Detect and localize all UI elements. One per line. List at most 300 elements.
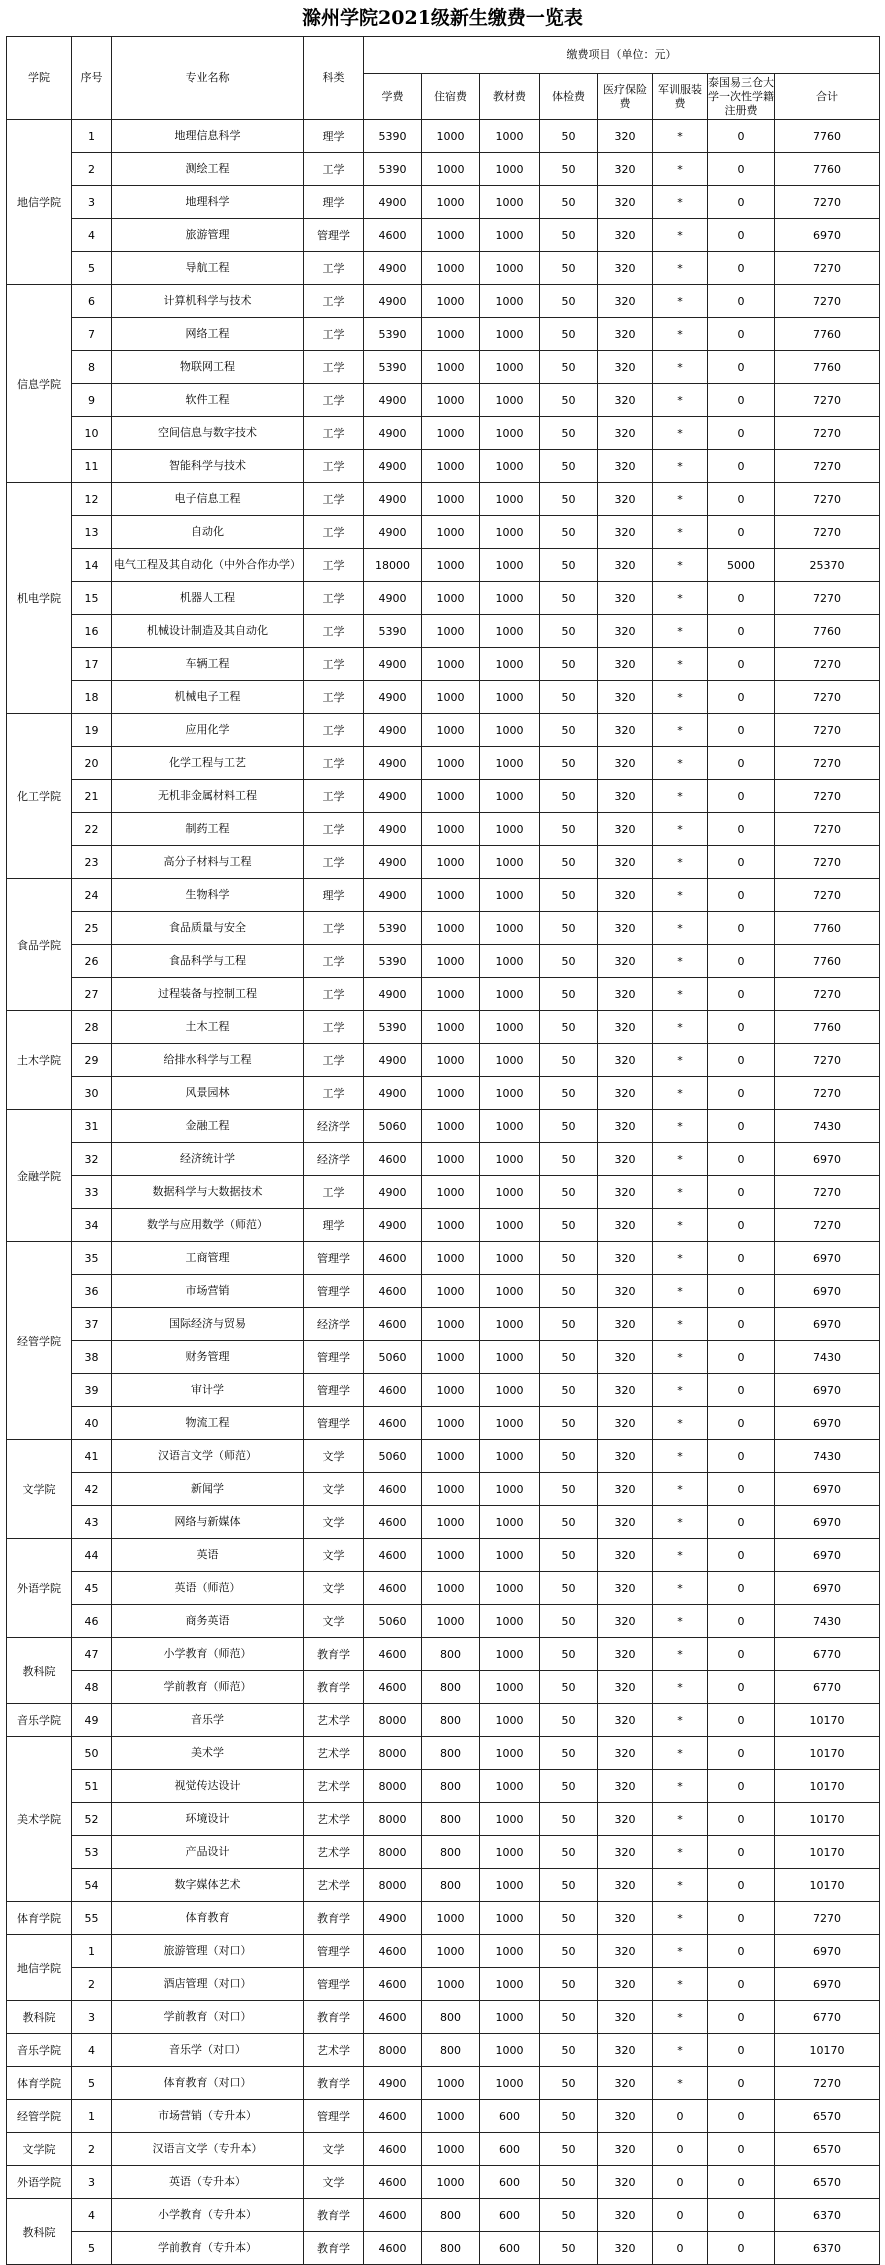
- uniform-fee: 0: [653, 2133, 708, 2166]
- row-no: 23: [72, 846, 112, 879]
- registration-fee: 0: [708, 1077, 775, 1110]
- total-fee: 7430: [775, 1605, 880, 1638]
- dorm-fee: 1000: [422, 1506, 480, 1539]
- row-no: 11: [72, 450, 112, 483]
- row-no: 48: [72, 1671, 112, 1704]
- tuition: 4900: [364, 1902, 422, 1935]
- table-row: [7, 2001, 880, 2034]
- row-no: 15: [72, 582, 112, 615]
- registration-fee: 0: [708, 978, 775, 1011]
- insurance-fee: 320: [598, 1374, 653, 1407]
- insurance-fee: 320: [598, 1506, 653, 1539]
- total-fee: 7270: [775, 483, 880, 516]
- table-row: [7, 615, 880, 648]
- major-name: 新闻学: [112, 1473, 304, 1506]
- total-fee: 10170: [775, 1770, 880, 1803]
- dorm-fee: 1000: [422, 450, 480, 483]
- row-no: 46: [72, 1605, 112, 1638]
- category: 教育学: [304, 2067, 364, 2100]
- table-row: [7, 879, 880, 912]
- dorm-fee: 1000: [422, 1968, 480, 2001]
- insurance-fee: 320: [598, 1968, 653, 2001]
- table-row: [7, 978, 880, 1011]
- registration-fee: 0: [708, 1011, 775, 1044]
- uniform-fee: *: [653, 2067, 708, 2100]
- uniform-fee: 0: [653, 2232, 708, 2265]
- major-name: 自动化: [112, 516, 304, 549]
- major-name: 音乐学（对口）: [112, 2034, 304, 2067]
- tuition: 5060: [364, 1605, 422, 1638]
- row-no: 2: [72, 2133, 112, 2166]
- table-row: [7, 912, 880, 945]
- dorm-fee: 800: [422, 1803, 480, 1836]
- major-name: 土木工程: [112, 1011, 304, 1044]
- category: 教育学: [304, 2199, 364, 2232]
- row-no: 20: [72, 747, 112, 780]
- table-row: [7, 1605, 880, 1638]
- tuition: 5390: [364, 912, 422, 945]
- row-no: 5: [72, 2232, 112, 2265]
- table-row: [7, 1176, 880, 1209]
- registration-fee: 0: [708, 1374, 775, 1407]
- registration-fee: 0: [708, 2133, 775, 2166]
- dorm-fee: 800: [422, 1704, 480, 1737]
- textbook-fee: 1000: [480, 153, 540, 186]
- insurance-fee: 320: [598, 1440, 653, 1473]
- dorm-fee: 1000: [422, 1242, 480, 1275]
- tuition: 8000: [364, 1869, 422, 1902]
- major-name: 物联网工程: [112, 351, 304, 384]
- table-row: [7, 285, 880, 318]
- insurance-fee: 320: [598, 285, 653, 318]
- insurance-fee: 320: [598, 252, 653, 285]
- textbook-fee: 1000: [480, 978, 540, 1011]
- category: 工学: [304, 582, 364, 615]
- table-row: [7, 714, 880, 747]
- row-no: 18: [72, 681, 112, 714]
- table-row: [7, 516, 880, 549]
- textbook-fee: 1000: [480, 1737, 540, 1770]
- row-no: 12: [72, 483, 112, 516]
- textbook-fee: 1000: [480, 1638, 540, 1671]
- row-no: 32: [72, 1143, 112, 1176]
- table-row: [7, 2133, 880, 2166]
- row-no: 13: [72, 516, 112, 549]
- insurance-fee: 320: [598, 813, 653, 846]
- category: 工学: [304, 846, 364, 879]
- total-fee: 7270: [775, 186, 880, 219]
- registration-fee: 0: [708, 285, 775, 318]
- table-row: [7, 1044, 880, 1077]
- physical-fee: 50: [540, 1176, 598, 1209]
- row-no: 35: [72, 1242, 112, 1275]
- textbook-fee: 1000: [480, 1077, 540, 1110]
- tuition: 4600: [364, 1473, 422, 1506]
- major-name: 产品设计: [112, 1836, 304, 1869]
- category: 经济学: [304, 1110, 364, 1143]
- dorm-fee: 1000: [422, 1011, 480, 1044]
- table-row: [7, 219, 880, 252]
- major-name: 高分子材料与工程: [112, 846, 304, 879]
- registration-fee: 0: [708, 1671, 775, 1704]
- header-insurance: 医疗保险费: [598, 74, 653, 120]
- tuition: 4900: [364, 186, 422, 219]
- dorm-fee: 1000: [422, 219, 480, 252]
- row-no: 5: [72, 252, 112, 285]
- uniform-fee: *: [653, 1473, 708, 1506]
- category: 工学: [304, 648, 364, 681]
- table-row: [7, 483, 880, 516]
- textbook-fee: 1000: [480, 2067, 540, 2100]
- total-fee: 7270: [775, 285, 880, 318]
- total-fee: 6370: [775, 2232, 880, 2265]
- category: 工学: [304, 615, 364, 648]
- physical-fee: 50: [540, 1506, 598, 1539]
- physical-fee: 50: [540, 615, 598, 648]
- tuition: 5390: [364, 153, 422, 186]
- major-name: 制药工程: [112, 813, 304, 846]
- uniform-fee: *: [653, 318, 708, 351]
- dorm-fee: 1000: [422, 2133, 480, 2166]
- table-row: [7, 1506, 880, 1539]
- registration-fee: 0: [708, 219, 775, 252]
- physical-fee: 50: [540, 1704, 598, 1737]
- uniform-fee: *: [653, 384, 708, 417]
- category: 文学: [304, 2166, 364, 2199]
- dorm-fee: 1000: [422, 1539, 480, 1572]
- registration-fee: 5000: [708, 549, 775, 582]
- tuition: 4900: [364, 1176, 422, 1209]
- uniform-fee: *: [653, 120, 708, 153]
- table-row: [7, 1407, 880, 1440]
- table-row: [7, 1572, 880, 1605]
- registration-fee: 0: [708, 1803, 775, 1836]
- tuition: 4600: [364, 1242, 422, 1275]
- registration-fee: 0: [708, 450, 775, 483]
- tuition: 4900: [364, 2067, 422, 2100]
- dorm-fee: 1000: [422, 1341, 480, 1374]
- uniform-fee: 0: [653, 2199, 708, 2232]
- physical-fee: 50: [540, 1077, 598, 1110]
- dorm-fee: 1000: [422, 318, 480, 351]
- registration-fee: 0: [708, 516, 775, 549]
- category: 理学: [304, 879, 364, 912]
- registration-fee: 0: [708, 384, 775, 417]
- row-no: 45: [72, 1572, 112, 1605]
- college-name: 地信学院: [7, 1935, 72, 2001]
- table-row: [7, 582, 880, 615]
- uniform-fee: *: [653, 1110, 708, 1143]
- registration-fee: 0: [708, 714, 775, 747]
- insurance-fee: 320: [598, 1869, 653, 1902]
- total-fee: 6970: [775, 1143, 880, 1176]
- category: 艺术学: [304, 1836, 364, 1869]
- insurance-fee: 320: [598, 978, 653, 1011]
- registration-fee: 0: [708, 120, 775, 153]
- category: 工学: [304, 153, 364, 186]
- row-no: 19: [72, 714, 112, 747]
- registration-fee: 0: [708, 153, 775, 186]
- fee-table: [6, 36, 880, 2265]
- table-row: [7, 1968, 880, 2001]
- category: 管理学: [304, 1407, 364, 1440]
- registration-fee: 0: [708, 582, 775, 615]
- major-name: 空间信息与数字技术: [112, 417, 304, 450]
- total-fee: 6970: [775, 1539, 880, 1572]
- physical-fee: 50: [540, 483, 598, 516]
- college-name: 音乐学院: [7, 2034, 72, 2067]
- category: 艺术学: [304, 1869, 364, 1902]
- uniform-fee: *: [653, 417, 708, 450]
- uniform-fee: *: [653, 1671, 708, 1704]
- major-name: 英语: [112, 1539, 304, 1572]
- registration-fee: 0: [708, 1176, 775, 1209]
- uniform-fee: *: [653, 1440, 708, 1473]
- physical-fee: 50: [540, 1209, 598, 1242]
- dorm-fee: 1000: [422, 2067, 480, 2100]
- category: 工学: [304, 252, 364, 285]
- physical-fee: 50: [540, 1572, 598, 1605]
- physical-fee: 50: [540, 1341, 598, 1374]
- total-fee: 10170: [775, 1836, 880, 1869]
- insurance-fee: 320: [598, 1539, 653, 1572]
- major-name: 给排水科学与工程: [112, 1044, 304, 1077]
- tuition: 4900: [364, 813, 422, 846]
- total-fee: 7270: [775, 648, 880, 681]
- college-name: 土木学院: [7, 1011, 72, 1110]
- table-row: [7, 1110, 880, 1143]
- uniform-fee: *: [653, 1407, 708, 1440]
- dorm-fee: 1000: [422, 1077, 480, 1110]
- uniform-fee: *: [653, 1572, 708, 1605]
- physical-fee: 50: [540, 1374, 598, 1407]
- insurance-fee: 320: [598, 681, 653, 714]
- table-row: [7, 1935, 880, 1968]
- dorm-fee: 1000: [422, 1110, 480, 1143]
- physical-fee: 50: [540, 1143, 598, 1176]
- total-fee: 7270: [775, 879, 880, 912]
- textbook-fee: 1000: [480, 582, 540, 615]
- uniform-fee: *: [653, 747, 708, 780]
- insurance-fee: 320: [598, 351, 653, 384]
- category: 工学: [304, 1011, 364, 1044]
- insurance-fee: 320: [598, 1704, 653, 1737]
- registration-fee: 0: [708, 1473, 775, 1506]
- major-name: 小学教育（师范）: [112, 1638, 304, 1671]
- category: 艺术学: [304, 1803, 364, 1836]
- dorm-fee: 1000: [422, 1275, 480, 1308]
- tuition: 4900: [364, 1209, 422, 1242]
- tuition: 4600: [364, 2001, 422, 2034]
- total-fee: 7760: [775, 120, 880, 153]
- tuition: 4900: [364, 582, 422, 615]
- dorm-fee: 1000: [422, 2166, 480, 2199]
- tuition: 5390: [364, 1011, 422, 1044]
- uniform-fee: *: [653, 1176, 708, 1209]
- tuition: 5390: [364, 351, 422, 384]
- major-name: 英语（专升本）: [112, 2166, 304, 2199]
- tuition: 4600: [364, 2133, 422, 2166]
- uniform-fee: *: [653, 846, 708, 879]
- dorm-fee: 1000: [422, 1902, 480, 1935]
- uniform-fee: *: [653, 615, 708, 648]
- tuition: 4600: [364, 1638, 422, 1671]
- textbook-fee: 1000: [480, 1407, 540, 1440]
- category: 文学: [304, 1605, 364, 1638]
- dorm-fee: 800: [422, 1836, 480, 1869]
- uniform-fee: *: [653, 945, 708, 978]
- registration-fee: 0: [708, 1407, 775, 1440]
- insurance-fee: 320: [598, 549, 653, 582]
- total-fee: 7430: [775, 1110, 880, 1143]
- textbook-fee: 1000: [480, 1902, 540, 1935]
- total-fee: 10170: [775, 1737, 880, 1770]
- physical-fee: 50: [540, 978, 598, 1011]
- physical-fee: 50: [540, 1044, 598, 1077]
- dorm-fee: 800: [422, 1869, 480, 1902]
- tuition: 8000: [364, 1704, 422, 1737]
- insurance-fee: 320: [598, 1407, 653, 1440]
- insurance-fee: 320: [598, 2133, 653, 2166]
- registration-fee: 0: [708, 252, 775, 285]
- uniform-fee: *: [653, 1770, 708, 1803]
- uniform-fee: *: [653, 153, 708, 186]
- textbook-fee: 600: [480, 2232, 540, 2265]
- category: 工学: [304, 549, 364, 582]
- tuition: 4900: [364, 285, 422, 318]
- textbook-fee: 1000: [480, 747, 540, 780]
- total-fee: 7270: [775, 384, 880, 417]
- registration-fee: 0: [708, 813, 775, 846]
- physical-fee: 50: [540, 2199, 598, 2232]
- tuition: 4900: [364, 252, 422, 285]
- insurance-fee: 320: [598, 582, 653, 615]
- textbook-fee: 1000: [480, 450, 540, 483]
- page-title: 滁州学院2021级新生缴费一览表: [302, 7, 583, 29]
- insurance-fee: 320: [598, 384, 653, 417]
- category: 经济学: [304, 1308, 364, 1341]
- textbook-fee: 1000: [480, 1968, 540, 2001]
- textbook-fee: 1000: [480, 252, 540, 285]
- tuition: 8000: [364, 1770, 422, 1803]
- dorm-fee: 1000: [422, 780, 480, 813]
- row-no: 49: [72, 1704, 112, 1737]
- major-name: 电子信息工程: [112, 483, 304, 516]
- major-name: 体育教育: [112, 1902, 304, 1935]
- category: 工学: [304, 483, 364, 516]
- total-fee: 7270: [775, 450, 880, 483]
- dorm-fee: 1000: [422, 351, 480, 384]
- category: 艺术学: [304, 1737, 364, 1770]
- college-name: 文学院: [7, 1440, 72, 1539]
- major-name: 食品科学与工程: [112, 945, 304, 978]
- insurance-fee: 320: [598, 153, 653, 186]
- row-no: 8: [72, 351, 112, 384]
- physical-fee: 50: [540, 1803, 598, 1836]
- major-name: 学前教育（对口）: [112, 2001, 304, 2034]
- total-fee: 6970: [775, 1473, 880, 1506]
- major-name: 网络与新媒体: [112, 1506, 304, 1539]
- major-name: 测绘工程: [112, 153, 304, 186]
- textbook-fee: 1000: [480, 1473, 540, 1506]
- physical-fee: 50: [540, 285, 598, 318]
- table-row: [7, 1275, 880, 1308]
- row-no: 7: [72, 318, 112, 351]
- physical-fee: 50: [540, 747, 598, 780]
- tuition: 4900: [364, 450, 422, 483]
- table-row: [7, 648, 880, 681]
- header-total: 合计: [775, 74, 880, 120]
- uniform-fee: *: [653, 582, 708, 615]
- physical-fee: 50: [540, 780, 598, 813]
- dorm-fee: 1000: [422, 1143, 480, 1176]
- table-row: [7, 1671, 880, 1704]
- category: 管理学: [304, 1968, 364, 2001]
- row-no: 2: [72, 1968, 112, 2001]
- physical-fee: 50: [540, 516, 598, 549]
- registration-fee: 0: [708, 945, 775, 978]
- dorm-fee: 1000: [422, 549, 480, 582]
- dorm-fee: 1000: [422, 615, 480, 648]
- registration-fee: 0: [708, 186, 775, 219]
- college-name: 金融学院: [7, 1110, 72, 1242]
- insurance-fee: 320: [598, 846, 653, 879]
- major-name: 酒店管理（对口）: [112, 1968, 304, 2001]
- row-no: 3: [72, 186, 112, 219]
- total-fee: 6770: [775, 1638, 880, 1671]
- total-fee: 7270: [775, 846, 880, 879]
- uniform-fee: *: [653, 1836, 708, 1869]
- table-row: [7, 549, 880, 582]
- registration-fee: 0: [708, 1902, 775, 1935]
- insurance-fee: 320: [598, 1308, 653, 1341]
- registration-fee: 0: [708, 2232, 775, 2265]
- dorm-fee: 1000: [422, 186, 480, 219]
- row-no: 47: [72, 1638, 112, 1671]
- header-uniform: 军训服装费: [653, 74, 708, 120]
- major-name: 学前教育（专升本）: [112, 2232, 304, 2265]
- category: 艺术学: [304, 2034, 364, 2067]
- dorm-fee: 1000: [422, 252, 480, 285]
- insurance-fee: 320: [598, 186, 653, 219]
- uniform-fee: *: [653, 1011, 708, 1044]
- textbook-fee: 1000: [480, 219, 540, 252]
- dorm-fee: 1000: [422, 879, 480, 912]
- college-name: 信息学院: [7, 285, 72, 483]
- table-row: [7, 1638, 880, 1671]
- dorm-fee: 1000: [422, 417, 480, 450]
- physical-fee: 50: [540, 153, 598, 186]
- tuition: 5390: [364, 120, 422, 153]
- major-name: 国际经济与贸易: [112, 1308, 304, 1341]
- tuition: 4600: [364, 1143, 422, 1176]
- row-no: 16: [72, 615, 112, 648]
- physical-fee: 50: [540, 813, 598, 846]
- category: 管理学: [304, 219, 364, 252]
- insurance-fee: 320: [598, 120, 653, 153]
- insurance-fee: 320: [598, 1011, 653, 1044]
- college-name: 外语学院: [7, 1539, 72, 1638]
- dorm-fee: 1000: [422, 1176, 480, 1209]
- row-no: 53: [72, 1836, 112, 1869]
- major-name: 风景园林: [112, 1077, 304, 1110]
- category: 管理学: [304, 1374, 364, 1407]
- dorm-fee: 1000: [422, 1440, 480, 1473]
- uniform-fee: *: [653, 1374, 708, 1407]
- dorm-fee: 1000: [422, 285, 480, 318]
- category: 工学: [304, 912, 364, 945]
- tuition: 18000: [364, 549, 422, 582]
